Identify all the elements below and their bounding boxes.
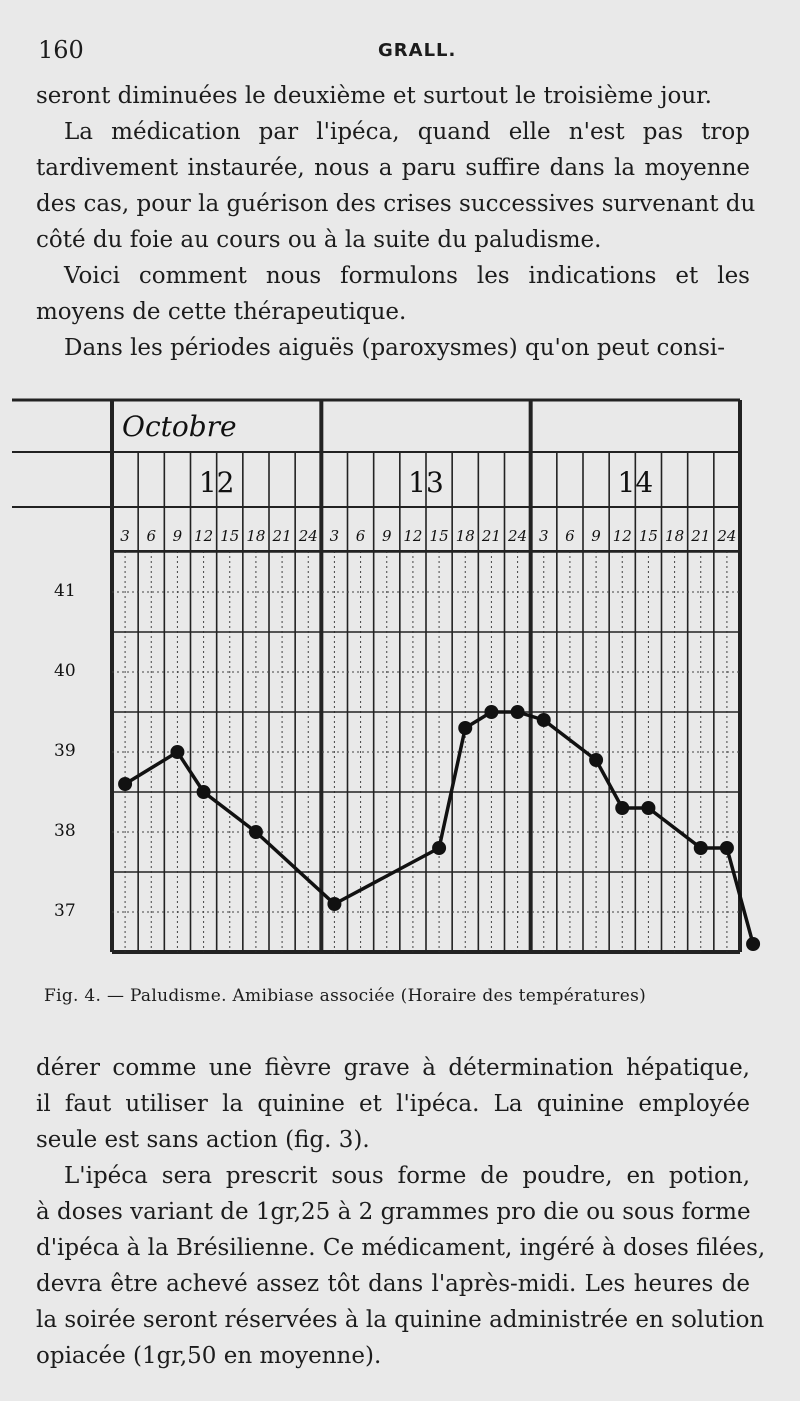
temperature-point xyxy=(484,705,498,719)
day-label: 13 xyxy=(408,466,444,499)
top-text-block xyxy=(36,78,756,366)
hour-label: 24 xyxy=(508,527,528,545)
text-line: tardivement instaurée, nous a paru suffire dans la moyenne xyxy=(36,155,750,181)
hour-label: 18 xyxy=(665,527,685,545)
hour-label: 24 xyxy=(298,527,318,545)
text-line: d'ipéca à la Brésilienne. Ce médicament, ingéré à doses filées, xyxy=(36,1235,766,1261)
text-line: des cas, pour la guérison des crises successives survenant du xyxy=(36,191,756,217)
temperature-point xyxy=(170,745,184,759)
hour-label: 6 xyxy=(355,527,366,545)
hour-label: 15 xyxy=(220,527,240,545)
text-line: devra être achevé assez tôt dans l'après-midi. Les heures de xyxy=(36,1271,750,1297)
y-tick-label: 38 xyxy=(54,821,76,841)
text-line: opiacée (1gr,50 en moyenne). xyxy=(36,1343,382,1369)
hour-label: 9 xyxy=(381,527,392,545)
paragraph xyxy=(36,1050,750,1158)
text-line: côté du foie au cours ou à la suite du paludisme. xyxy=(36,227,602,253)
paragraph xyxy=(36,1158,766,1374)
text-line: moyens de cette thérapeutique. xyxy=(36,299,407,325)
text-line: dérer comme une fièvre grave à détermination hépatique, xyxy=(36,1055,750,1081)
paragraph xyxy=(36,78,750,114)
temperature-point xyxy=(720,841,734,855)
y-tick-label: 39 xyxy=(54,741,76,761)
running-head: GRALL. xyxy=(378,40,457,61)
hour-label: 6 xyxy=(565,527,575,545)
temperature-point xyxy=(197,785,211,799)
text-line: la soirée seront réservées à la quinine administrée en solution xyxy=(36,1307,765,1333)
hour-label: 15 xyxy=(429,527,449,545)
temperature-point xyxy=(327,897,341,911)
text-line: Dans les périodes aiguës (paroxysmes) qu'on peut consi- xyxy=(64,335,726,361)
text-line: seront diminuées le deuxième et surtout le troisième jour. xyxy=(36,83,712,109)
hour-label: 9 xyxy=(591,527,601,545)
hour-label: 21 xyxy=(272,527,292,545)
temperature-point xyxy=(589,753,603,767)
y-tick-label: 37 xyxy=(54,901,76,921)
hour-label: 12 xyxy=(194,527,214,545)
temperature-chart xyxy=(0,392,800,972)
hour-label: 3 xyxy=(329,527,340,545)
hour-label: 6 xyxy=(146,527,157,545)
month-label: Octobre xyxy=(122,410,237,443)
hour-label: 3 xyxy=(538,527,549,545)
temperature-point xyxy=(118,777,132,791)
text-line: L'ipéca sera prescrit sous forme de poudre, en potion, xyxy=(64,1163,750,1189)
temperature-point xyxy=(511,705,525,719)
text-line: La médication par l'ipéca, quand elle n'est pas trop xyxy=(64,119,750,145)
temperature-point xyxy=(537,713,551,727)
temperature-point xyxy=(249,825,263,839)
temperature-point xyxy=(432,841,446,855)
text-line: Voici comment nous formulons les indications et les xyxy=(64,263,750,289)
temperature-point xyxy=(615,801,629,815)
temperature-chart-figure xyxy=(0,392,800,972)
hour-label: 18 xyxy=(455,527,475,545)
hour-label: 21 xyxy=(691,527,711,545)
hour-label: 9 xyxy=(172,527,183,545)
hour-label: 3 xyxy=(120,527,130,545)
page-number: 160 xyxy=(38,36,84,64)
text-line: à doses variant de 1gr,25 à 2 grammes pro die ou sous forme xyxy=(36,1199,751,1225)
temperature-point xyxy=(694,841,708,855)
day-label: 14 xyxy=(617,466,654,499)
hour-label: 18 xyxy=(246,527,266,545)
hour-label: 12 xyxy=(612,527,632,545)
y-tick-label: 41 xyxy=(54,581,76,601)
y-tick-label: 40 xyxy=(54,661,76,681)
hour-label: 21 xyxy=(481,527,501,545)
hour-label: 24 xyxy=(717,527,737,545)
figure-caption: Fig. 4. — Paludisme. Amibiase associée (Horaire des températures) xyxy=(44,986,647,1006)
paragraph xyxy=(36,258,750,330)
hour-label: 12 xyxy=(403,527,423,545)
bottom-text-block xyxy=(36,1050,766,1374)
temperature-point xyxy=(746,937,760,951)
text-line: il faut utiliser la quinine et l'ipéca. La quinine employée xyxy=(36,1091,750,1117)
text-line: seule est sans action (fig. 3). xyxy=(36,1127,370,1153)
hour-label: 15 xyxy=(638,527,658,545)
paragraph xyxy=(36,330,750,366)
temperature-point xyxy=(458,721,472,735)
temperature-point xyxy=(641,801,655,815)
day-label: 12 xyxy=(198,466,235,499)
page-header xyxy=(38,36,758,70)
paragraph xyxy=(36,114,756,258)
